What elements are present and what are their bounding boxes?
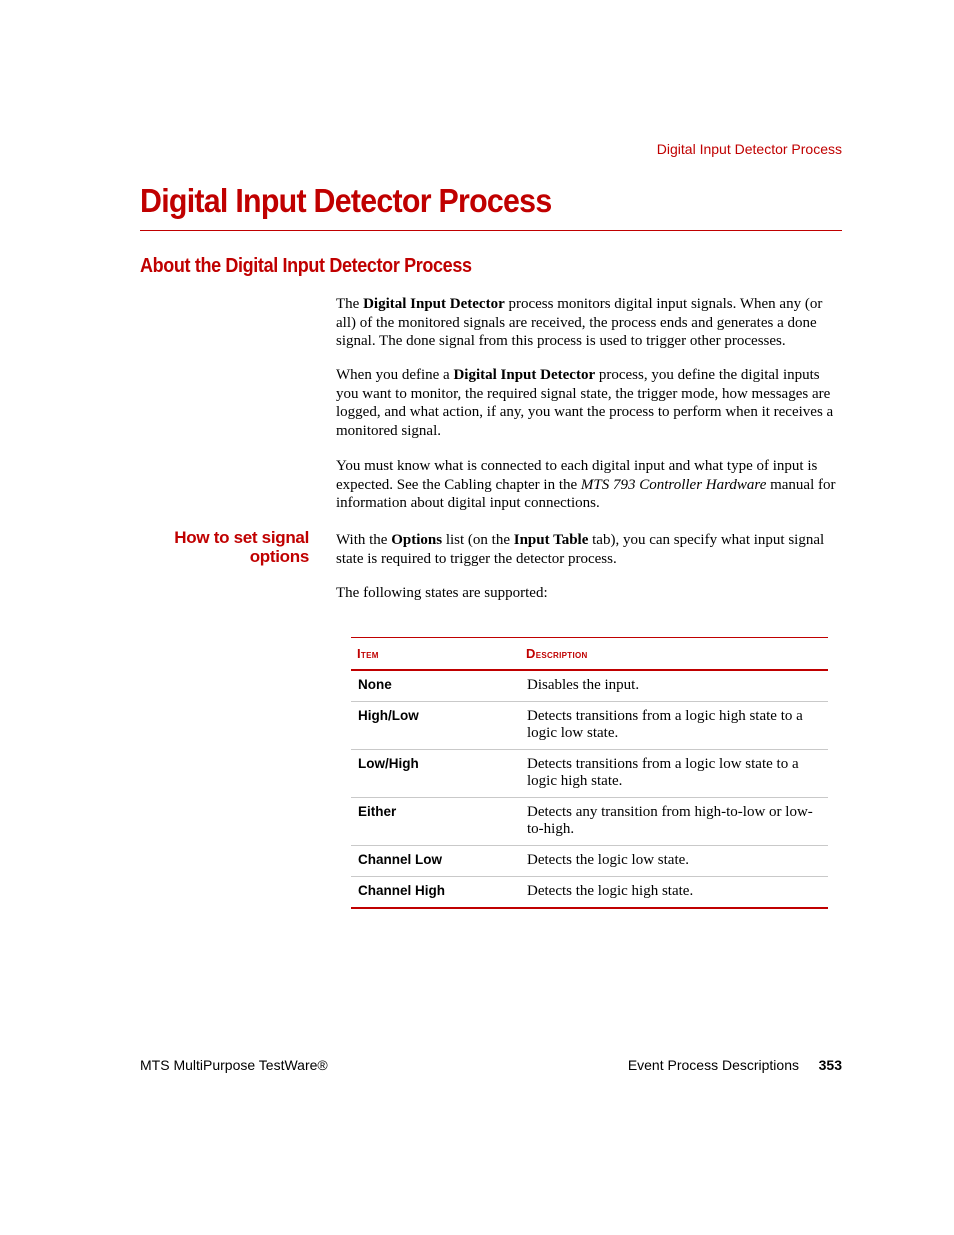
table-cell-item: Channel Low xyxy=(351,846,520,877)
title-divider xyxy=(140,230,842,231)
page-number: 353 xyxy=(818,1057,842,1073)
table-cell-item: Channel High xyxy=(351,877,520,909)
paragraph-intro: The Digital Input Detector process monitors digital input signals. When any (or all) of the monitored signals are received, the process ends and generates a done signal. The done signal from this process is used to trigger other processes. xyxy=(336,296,823,350)
table-cell-item: Low/High xyxy=(351,750,520,798)
table-cell-item: High/Low xyxy=(351,702,520,750)
table-header-row xyxy=(351,638,828,671)
table-row xyxy=(351,877,828,909)
column-header-item: Item xyxy=(351,638,520,671)
paragraph-define: When you define a Digital Input Detector process, you define the digital inputs you want to monitor, the required signal state, the trigger mode, how messages are logged, and what action, if any, you want the process to perform when it receives a monitored signal. xyxy=(336,367,834,440)
table-row xyxy=(351,846,828,877)
table-cell-description: Detects the logic low state. xyxy=(520,846,828,877)
column-header-description: Description xyxy=(520,638,828,671)
table-cell-description: Detects the logic high state. xyxy=(520,877,828,909)
footer-product-name: MTS MultiPurpose TestWare® xyxy=(140,1057,328,1073)
paragraph-options: With the Options list (on the Input Table tab), you can specify what input signal state is required to trigger the detector process. xyxy=(336,532,825,567)
table-cell-description: Detects transitions from a logic low state to a logic high state. xyxy=(520,750,828,798)
table-cell-item: Either xyxy=(351,798,520,846)
paragraph-connections: You must know what is connected to each digital input and what type of input is expected. See the Cabling chapter in the MTS 793 Controller Hardware manual for information about digital input connections. xyxy=(336,458,836,512)
table-row xyxy=(351,670,828,702)
table-cell-description: Disables the input. xyxy=(520,670,828,702)
table-cell-description: Detects transitions from a logic high state to a logic low state. xyxy=(520,702,828,750)
table-cell-item: None xyxy=(351,670,520,702)
paragraph-states: The following states are supported: xyxy=(336,585,548,601)
running-header: Digital Input Detector Process xyxy=(656,141,842,157)
signal-states-table xyxy=(351,637,828,909)
table-row xyxy=(351,798,828,846)
table-row xyxy=(351,750,828,798)
table-row xyxy=(351,702,828,750)
table-cell-description: Detects any transition from high-to-low or low-to-high. xyxy=(520,798,828,846)
page-title: Digital Input Detector Process xyxy=(140,182,552,219)
section-heading: About the Digital Input Detector Process xyxy=(140,255,472,277)
side-heading-signal-options: How to set signal options xyxy=(174,528,309,566)
footer-chapter-name: Event Process Descriptions xyxy=(627,1057,799,1073)
